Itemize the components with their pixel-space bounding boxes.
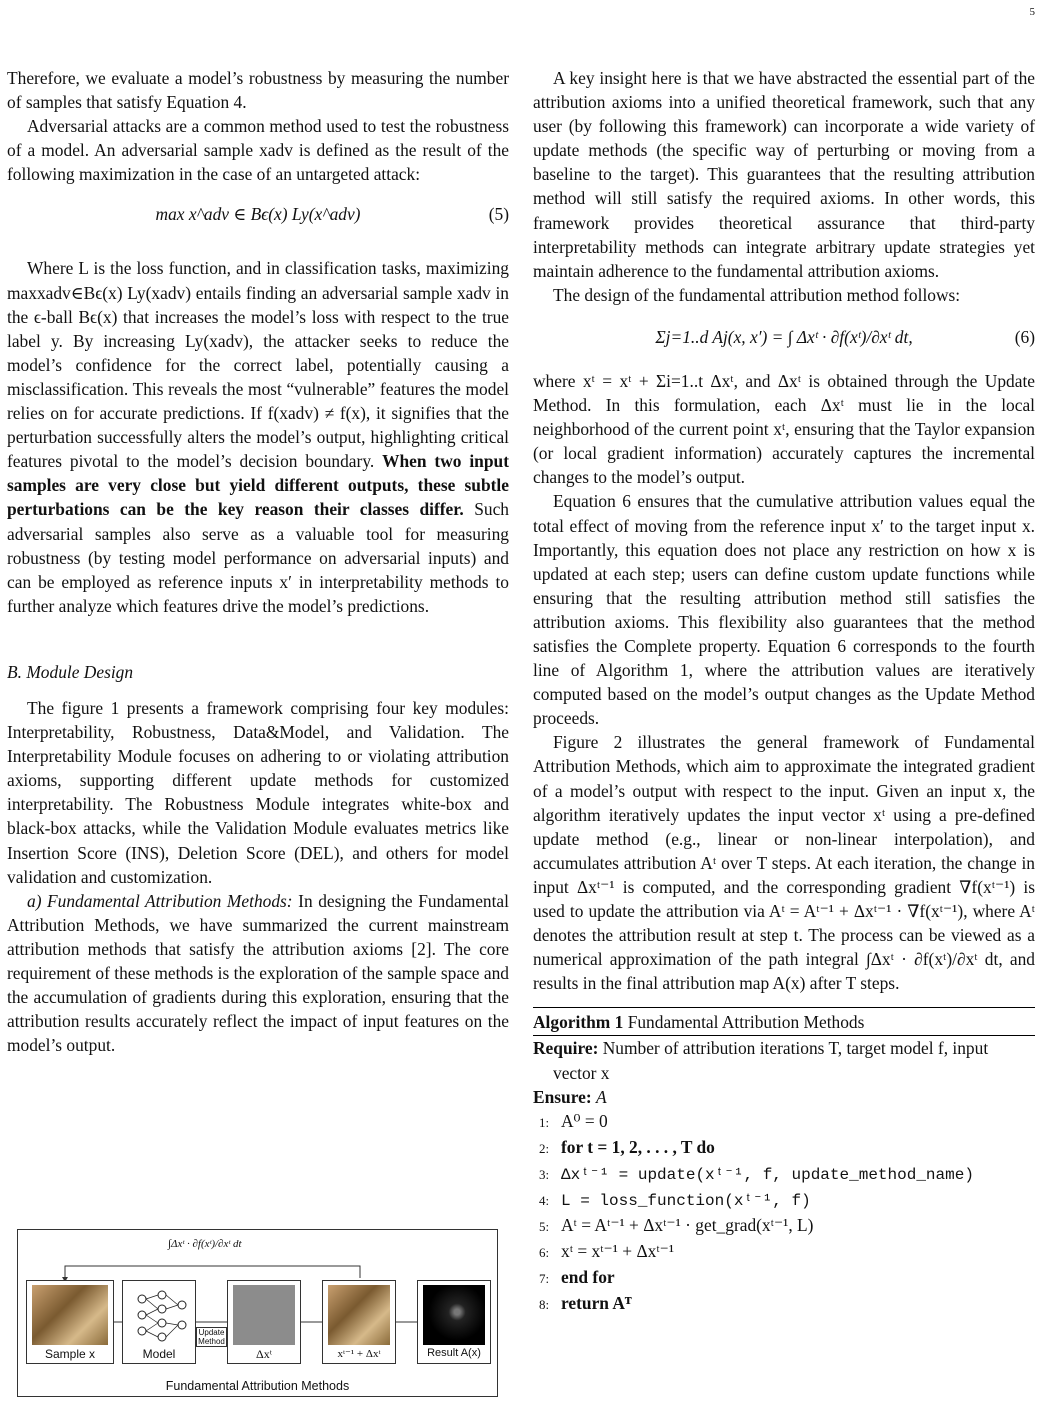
subsection-heading: a) Fundamental Attribution Methods: bbox=[27, 890, 293, 911]
fundamental-methods-text: In designing the Fundamental Attribution Methods, we have summarized the current mainstream attribution methods that satisfy the attribution axioms [2]. The core requirement of these methods is the exploration of the sample space and the accumulation of gradients during this exploration, ensuring that the attribution results accurately reflect the impact of input features on the model’s output. bbox=[7, 890, 509, 1056]
algorithm-name: Fundamental Attribution Methods bbox=[627, 1012, 865, 1033]
equation-6-body: Σj=1..d Aj(x, x′) = ∫ Δxᵗ · ∂f(xᵗ)/∂xᵗ dt, bbox=[655, 326, 913, 347]
line-text: A⁰ = 0 bbox=[561, 1110, 608, 1131]
attribution-map-image bbox=[423, 1285, 485, 1345]
line-text: Δxᵗ⁻¹ = update(xᵗ⁻¹, f, update_method_name) bbox=[561, 1165, 974, 1184]
adversarial-usage-text: Such adversarial samples also serve as a valuable tool for measuring robustness (by testing model performance on adversarial inputs) and can be employed as reference inputs x′ in interpretability methods to further analyze which features drive the model’s predictions. bbox=[7, 499, 509, 616]
algorithm-line bbox=[533, 1135, 1035, 1161]
update-method-label: Update Method bbox=[196, 1327, 227, 1347]
right-column bbox=[533, 66, 1035, 1318]
line-number: 5: bbox=[539, 1219, 550, 1235]
figure-caption: Fundamental Attribution Methods bbox=[165, 1379, 350, 1393]
updated-sample-label: xᵗ⁻¹ + Δxᵗ bbox=[337, 1348, 381, 1360]
algorithm-ensure bbox=[533, 1085, 1035, 1109]
line-number: 1: bbox=[539, 1114, 550, 1130]
algorithm-title bbox=[533, 1007, 1035, 1036]
line-number: 8: bbox=[539, 1297, 550, 1313]
line-text: end for bbox=[561, 1267, 615, 1288]
equation-6 bbox=[533, 307, 1035, 369]
line-text: for t = 1, 2, . . . , T do bbox=[561, 1136, 715, 1157]
delta-image bbox=[233, 1285, 295, 1345]
line-text: xᵗ = xᵗ⁻¹ + Δxᵗ⁻¹ bbox=[561, 1241, 675, 1262]
require-text: Number of attribution iterations T, target model f, input vector x bbox=[553, 1038, 989, 1083]
algorithm-lines bbox=[533, 1109, 1035, 1318]
algorithm-line bbox=[533, 1265, 1035, 1291]
algorithm-require bbox=[533, 1036, 1035, 1084]
bold-highlight: When two input samples are very close but yield different outputs, these subtle perturbations can be the key reason their classes differ. bbox=[7, 451, 509, 520]
loss-text: Where L is the loss function, and in classification tasks, maximizing maxxadv∈Bϵ(x) Ly(xadv) entails finding an adversarial sample xadv in the ϵ-ball Bϵ(x) that increases the model’s loss with respect to the true label y. By increasing Ly(xadv), the attacker seeks to reduce the model’s confidence for the correct label, potentially causing a misclassification. This reveals the most “vulnerable” features the model relies on for accurate predictions. If f(xadv) ≠ f(x), it signifies that the perturbation successfully alters the model’s output, highlighting critical features pivotal to the model’s decision boundary. bbox=[7, 258, 509, 472]
paragraph-loss-explanation bbox=[7, 256, 509, 617]
equation-6-number: (6) bbox=[1014, 326, 1035, 347]
paragraph-key-insight: A key insight here is that we have abstracted the essential part of the attribution axioms into a unified theoretical framework, such that any user (by following this framework) can incorporate a wide variety of update methods (the specific way of perturbing or moving from a baseline to the target). This guarantees that the resulting attribution method will still satisfy the required axioms. In other words, this framework provides theoretical assurance that third-party interpretability methods can integrate arbitrary update strategies yet maintain adherence to the fundamental attribution axioms. bbox=[533, 68, 1035, 281]
line-number: 4: bbox=[539, 1193, 550, 1209]
section-heading: B. Module Design bbox=[7, 661, 134, 682]
algorithm-line bbox=[533, 1161, 1035, 1187]
delta-box bbox=[227, 1280, 301, 1364]
paragraph-where: where xᵗ = xᵗ + Σi=1..t Δxᵗ, and Δxᵗ is obtained through the Update Method. In this formulation, each Δxᵗ must lie in the local neighborhood of the current point xᵗ, ensuring that the Taylor expansion (or local gradient information) accurately captures the incremental changes to the model’s output. bbox=[533, 370, 1035, 488]
result-label: Result A(x) bbox=[427, 1347, 481, 1359]
algorithm-line bbox=[533, 1239, 1035, 1265]
paragraph-equation-6: Equation 6 ensures that the cumulative attribution values equal the total effect of moving from the reference input x′ to the target input x. Importantly, this equation does not place any restriction on how x is updated at each step; users can define custom update functions while ensuring that the resulting attribution method still satisfies the attribution axioms. This flexibility also guarantees that the method satisfies the Complete property. Equation 6 corresponds to the fourth line of Algorithm 1, where the attribution values are iteratively computed based on the model’s output changes as the Update Method proceeds. bbox=[533, 491, 1035, 729]
paragraph-figure-2: Figure 2 illustrates the general framework of Fundamental Attribution Methods, which aim to approximate the integrated gradient of a model’s output with respect to the input. Given an input x, the algorithm iteratively updates the input vector xᵗ using a pre-defined update method (e.g., linear or non-linear interpolation), and accumulates attribution Aᵗ over T steps. At each iteration, the change in input Δxᵗ⁻¹ is computed, and the corresponding gradient ∇f(xᵗ⁻¹) is used to update the attribution via Aᵗ = Aᵗ⁻¹ + Δxᵗ⁻¹ · ∇f(xᵗ⁻¹), where Aᵗ denotes the attribution result at step t. The process can be viewed as a numerical approximation of the path integral ∫Δxᵗ · ∂f(xᵗ)/∂xᵗ dt, and results in the final attribution map A(x) after T steps. bbox=[533, 732, 1035, 994]
paragraph-fundamental-methods bbox=[7, 889, 509, 1058]
sample-label: Sample x bbox=[44, 1347, 96, 1361]
algorithm-label: Algorithm 1 bbox=[533, 1012, 624, 1033]
model-label: Model bbox=[142, 1347, 176, 1361]
delta-label: Δxᵗ bbox=[255, 1347, 272, 1361]
algorithm-line bbox=[533, 1109, 1035, 1135]
line-number: 6: bbox=[539, 1245, 550, 1261]
algorithm-line bbox=[533, 1213, 1035, 1239]
line-text: L = loss_function(xᵗ⁻¹, f) bbox=[561, 1192, 811, 1211]
ensure-keyword: Ensure: bbox=[533, 1086, 592, 1107]
paragraph-design-intro: The design of the fundamental attribution method follows: bbox=[553, 284, 961, 305]
sample-box bbox=[26, 1280, 114, 1364]
algorithm-line bbox=[533, 1187, 1035, 1213]
updated-sample-image bbox=[328, 1285, 390, 1345]
line-text: return Aᵀ bbox=[561, 1293, 632, 1314]
line-text: Aᵗ = Aᵗ⁻¹ + Δxᵗ⁻¹ · get_grad(xᵗ⁻¹, L) bbox=[561, 1215, 814, 1236]
result-box bbox=[417, 1280, 491, 1364]
equation-5 bbox=[7, 186, 509, 256]
algorithm-line bbox=[533, 1291, 1035, 1317]
figure-integral-formula: ∫Δxᵗ · ∂f(xᵗ)/∂xᵗ dt bbox=[168, 1238, 242, 1250]
left-column bbox=[7, 66, 509, 1057]
paragraph-module-design: The figure 1 presents a framework comprising four key modules: Interpretability, Robustness, Data&Model, and Validation. The Interpretability Module focuses on adhering to or violating attribution axioms, supporting different update methods for customized interpretability. The Robustness Module integrates white-box and black-box attacks, while the Validation Module evaluates metrics like Insertion Score (INS), Deletion Score (DEL), and others for model validation and customization. bbox=[7, 697, 509, 887]
page-number: 5 bbox=[1029, 6, 1035, 18]
require-keyword: Require: bbox=[533, 1038, 599, 1059]
paragraph-robustness-intro: Therefore, we evaluate a model’s robustness by measuring the number of samples that satisfy Equation 4. bbox=[7, 68, 509, 113]
line-number: 2: bbox=[539, 1140, 550, 1156]
line-number: 3: bbox=[539, 1166, 550, 1182]
model-box bbox=[122, 1280, 196, 1364]
sample-image bbox=[32, 1285, 108, 1345]
line-number: 7: bbox=[539, 1271, 550, 1287]
neural-network-icon bbox=[128, 1285, 192, 1345]
equation-5-body: max x^adv ∈ Bϵ(x) Ly(x^adv) bbox=[155, 204, 361, 225]
equation-5-number: (5) bbox=[488, 204, 509, 225]
paragraph-adversarial-def: Adversarial attacks are a common method used to test the robustness of a model. An adversarial sample xadv is defined as the result of the following maximization in the case of an untargeted attack: bbox=[7, 116, 509, 185]
framework-figure bbox=[17, 1229, 498, 1397]
updated-sample-box bbox=[322, 1280, 396, 1364]
ensure-text: A bbox=[596, 1086, 607, 1107]
